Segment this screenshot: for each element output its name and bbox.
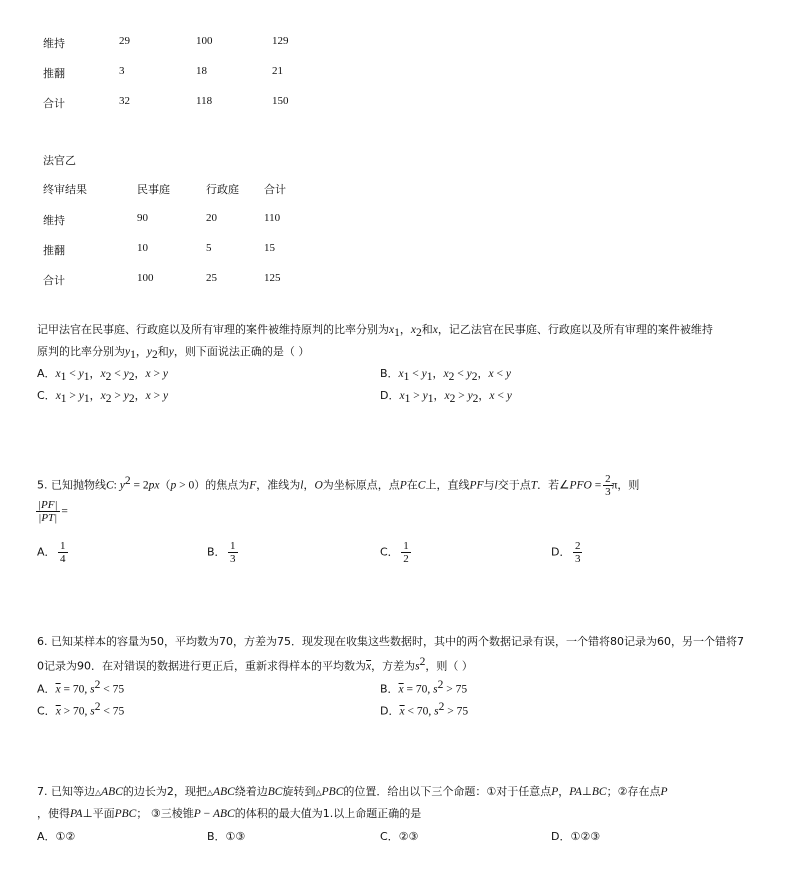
- q4-option-c[interactable]: C．$x_1 > y_1$，$x_2 > y_2$，x > y: [37, 389, 169, 406]
- q7-option-a[interactable]: A．①②: [37, 830, 76, 843]
- table-2-cell: 10: [137, 242, 148, 254]
- q7-text: ；②存在点: [606, 785, 661, 798]
- q6-option-b[interactable]: B．$\overline{x} = 70$, $s^2 > 75$: [380, 679, 468, 696]
- option-label: A．: [37, 682, 56, 696]
- q7-text: ，使得: [37, 807, 70, 820]
- table-2-header: 合计: [264, 183, 286, 196]
- option-label: B．: [380, 367, 399, 380]
- q5-text: ，: [303, 478, 315, 492]
- q4-text: ，则下面说法正确的是（ ）: [173, 345, 310, 358]
- option-label: B．: [207, 545, 226, 559]
- table-2-cell: 110: [264, 212, 281, 224]
- q5-text: 交于点: [497, 478, 531, 492]
- q5-text: 为坐标原点，点: [322, 478, 400, 492]
- q5-text: ）的焦点为: [194, 478, 250, 492]
- table-1-cell: 129: [272, 35, 289, 47]
- q5-text: ．若: [537, 478, 560, 492]
- q4-text: 原判的比率分别为: [37, 345, 125, 358]
- q5-text: ，则: [617, 478, 640, 492]
- table-1-row-label: 推翻: [43, 67, 65, 80]
- table-1-cell: 18: [196, 65, 207, 77]
- q5-option-c[interactable]: C． $\frac{1}{2}$: [380, 540, 409, 565]
- option-label: A．: [37, 545, 56, 559]
- q5-option-d[interactable]: D． $\frac{2}{3}$: [551, 540, 581, 565]
- table-1-cell: 21: [272, 65, 283, 77]
- table-1-cell: 150: [272, 95, 289, 107]
- q5-text: 与: [483, 478, 495, 492]
- q7-option-b[interactable]: B．①③: [207, 830, 246, 843]
- table-1-row-label: 合计: [43, 97, 65, 110]
- q5-text: ，准线为: [256, 478, 301, 492]
- q4-text: ，记乙法官在民事庭、行政庭以及所有审理的案件被维持: [437, 323, 713, 336]
- q5-text: 在: [406, 478, 418, 492]
- table-1-cell: 118: [196, 95, 213, 107]
- q4-text: 和: [421, 323, 433, 336]
- q7-option-d[interactable]: D．①②③: [551, 830, 601, 843]
- table-1-cell: 29: [119, 35, 130, 47]
- q6-line-2: 0记录为90．在对错误的数据进行更正后，重新求得样本的平均数为$\overline{x}$，方差为$s^2$，则（ ）: [37, 656, 473, 673]
- q7-text: 的边长为2，现把: [122, 785, 207, 798]
- q7-text: 的位置．给出以下三个命题：①对于任意点: [343, 785, 552, 798]
- q5-stem: 5. 已知抛物线C: $y^2 = 2px(p > 0)$的焦点为F，准线为l，O为坐标原点，点P在C上，直线PF与l交于点T．若∠PFO = $\frac{2}{3}$ π，则: [37, 473, 640, 498]
- table-1-cell: 3: [119, 65, 125, 77]
- table-2-cell: 15: [264, 242, 275, 254]
- q7-text: 绕着边: [234, 785, 268, 798]
- q6-line-1: 6. 已知某样本的容量为50，平均数为70，方差为75．现发现在收集这些数据时，其中的两个数据记录有误，一个错将80记录为60，另一个错将7: [37, 635, 744, 648]
- table-1-cell: 32: [119, 95, 130, 107]
- option-label: D．: [380, 704, 400, 718]
- q7-text: 旋转到: [282, 785, 316, 798]
- q5-ratio: $\frac{|PF|}{|PT|}$ =: [38, 499, 68, 524]
- q7-text: 平面: [92, 807, 115, 820]
- q4-line-2: 原判的比率分别为$y_1$，$y_2$和y，则下面说法正确的是（ ）: [37, 345, 310, 362]
- q5-text: 上，直线: [425, 478, 470, 492]
- table-2-row-label: 推翻: [43, 244, 65, 257]
- table-1-row-label: 维持: [43, 37, 65, 50]
- table-2-cell: 25: [206, 272, 217, 284]
- option-label: C．: [37, 389, 56, 402]
- table-2-cell: 5: [206, 242, 212, 254]
- q5-text: （: [159, 478, 171, 492]
- q7-line-2: ，使得PA⊥平面PBC； ③三棱锥P − ABC的体积的最大值为1.以上命题正确的是: [37, 807, 422, 820]
- option-label: C．: [37, 704, 56, 718]
- option-label: D．: [380, 389, 400, 402]
- q7-text: 7. 已知等边: [37, 785, 95, 798]
- table-1-cell: 100: [196, 35, 213, 47]
- q6-option-a[interactable]: A．$\overline{x} = 70$, $s^2 < 75$: [37, 679, 125, 696]
- q6-text: 0记录为90．在对错误的数据进行更正后，重新求得样本的平均数为: [37, 659, 366, 673]
- option-label: B．: [380, 682, 399, 696]
- table-2-header: 民事庭: [137, 183, 170, 196]
- option-label: D．: [551, 545, 571, 559]
- q4-text: 和: [157, 345, 169, 358]
- q5-option-b[interactable]: B． $\frac{1}{3}$: [207, 540, 236, 565]
- q4-line-1: 记甲法官在民事庭、行政庭以及所有审理的案件被维持原判的比率分别为$x_1$，$x_2$和x，记乙法官在民事庭、行政庭以及所有审理的案件被维持: [37, 323, 713, 340]
- q6-text: ，则（ ）: [425, 659, 473, 673]
- option-label: C．: [380, 545, 399, 559]
- table-2-cell: 90: [137, 212, 148, 224]
- q6-option-c[interactable]: C．$\overline{x} > 70$, $s^2 < 75$: [37, 701, 125, 718]
- q7-text: 的体积的最大值为1.以上命题正确的是: [234, 807, 422, 820]
- table-2-row-label: 维持: [43, 214, 65, 227]
- q7-option-c[interactable]: C．②③: [380, 830, 419, 843]
- q7-text: ； ③三棱锥: [136, 807, 194, 820]
- table-2-cell: 100: [137, 272, 154, 284]
- q4-text: 记甲法官在民事庭、行政庭以及所有审理的案件被维持原判的比率分别为: [37, 323, 389, 336]
- q5-number: 5.: [37, 478, 48, 492]
- q7-text: ，: [558, 785, 570, 798]
- q4-option-d[interactable]: D．$x_1 > y_1$，$x_2 > y_2$，x < y: [380, 389, 512, 406]
- table-2-cell: 20: [206, 212, 217, 224]
- table-2-header: 终审结果: [43, 183, 87, 196]
- table-2-cell: 125: [264, 272, 281, 284]
- q7-line-1: 7. 已知等边△ABC的边长为2，现把△ABC绕着边BC旋转到△PBC的位置．给出以下三个命题：①对于任意点P，PA⊥BC；②存在点P: [37, 785, 668, 798]
- q6-option-d[interactable]: D．$\overline{x} < 70$, $s^2 > 75$: [380, 701, 469, 718]
- q4-option-b[interactable]: B．$x_1 < y_1$，$x_2 < y_2$，x < y: [380, 367, 511, 384]
- table-2-row-label: 合计: [43, 274, 65, 287]
- q4-option-a[interactable]: A．$x_1 < y_1$，$x_2 < y_2$，x > y: [37, 367, 168, 384]
- table-2-title: 法官乙: [43, 154, 76, 167]
- q5-text: 已知抛物线: [51, 478, 106, 492]
- option-label: A．: [37, 367, 56, 380]
- q5-option-a[interactable]: A． $\frac{1}{4}$: [37, 540, 66, 565]
- q6-text: ，方差为: [371, 659, 416, 673]
- table-2-header: 行政庭: [206, 183, 239, 196]
